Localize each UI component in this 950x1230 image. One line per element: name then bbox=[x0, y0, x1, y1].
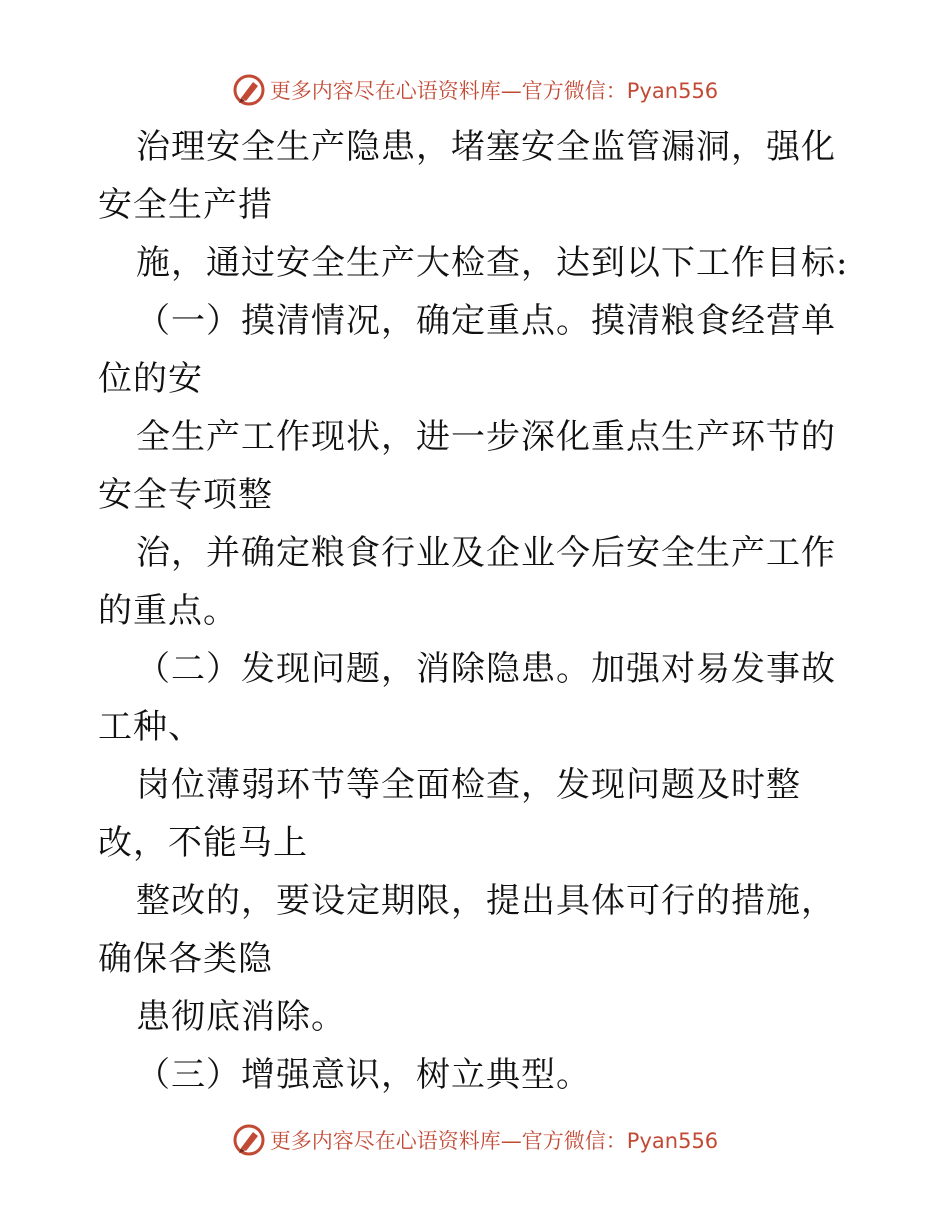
paragraph-8: 整改的，要设定期限，提出具体可行的措施，确保各类隐 bbox=[98, 881, 836, 979]
footer-banner-text: 更多内容尽在心语资料库—官方微信：Pyan556 bbox=[269, 1129, 719, 1153]
header-banner-text: 更多内容尽在心语资料库—官方微信：Pyan556 bbox=[269, 79, 719, 103]
paragraph-3: （一）摸清情况，确定重点。摸清粮食经营单位的安 bbox=[98, 301, 836, 399]
body-content bbox=[98, 118, 858, 1104]
header-banner bbox=[0, 68, 950, 112]
footer-banner bbox=[0, 1118, 950, 1162]
paragraph-10: （三）增强意识，树立典型。 bbox=[136, 1055, 591, 1095]
paragraph-1: 治理安全生产隐患，堵塞安全监管漏洞，强化安全生产措 bbox=[98, 127, 836, 225]
paragraph-9: 患彻底消除。 bbox=[136, 997, 346, 1037]
paragraph-4: 全生产工作现状，进一步深化重点生产环节的安全专项整 bbox=[98, 417, 836, 515]
paragraph-7: 岗位薄弱环节等全面检查，发现问题及时整改，不能马上 bbox=[98, 765, 801, 863]
pen-logo-icon bbox=[232, 1123, 266, 1157]
pen-logo-icon bbox=[232, 73, 266, 107]
paragraph-6: （二）发现问题，消除隐患。加强对易发事故工种、 bbox=[98, 649, 836, 747]
paragraph-2: 施，通过安全生产大检查，达到以下工作目标: bbox=[136, 243, 849, 283]
paragraph-5: 治，并确定粮食行业及企业今后安全生产工作的重点。 bbox=[98, 533, 836, 631]
